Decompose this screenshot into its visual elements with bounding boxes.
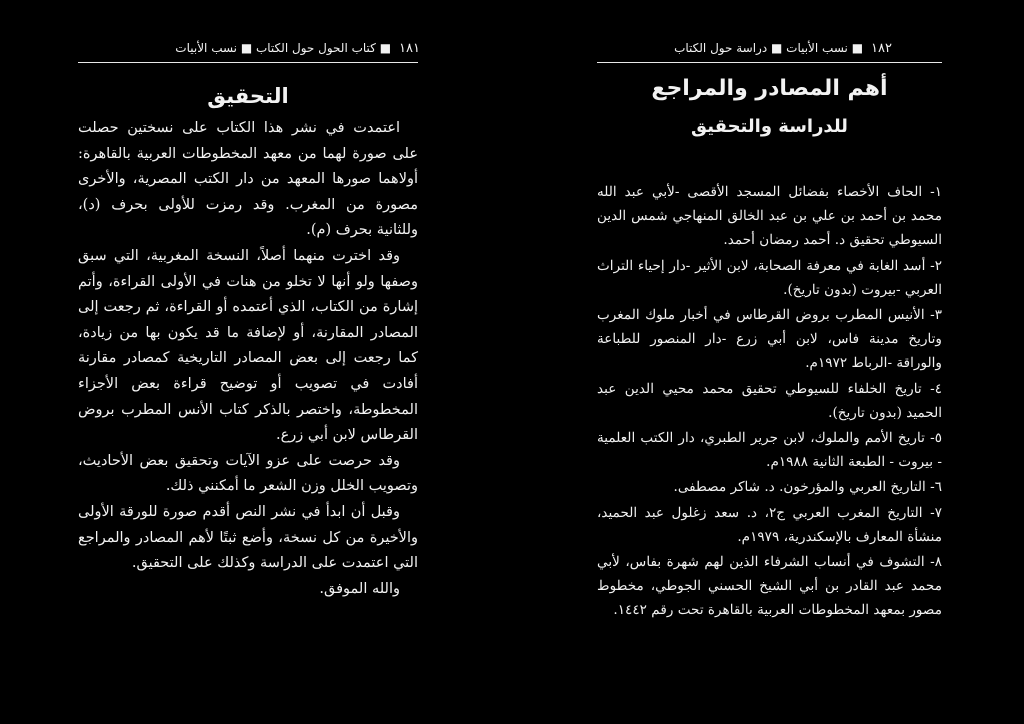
paragraph: وقد اخترت منهما أصلاً، النسخة المغربية، التي سبق وصفها ولو أنها لا تخلو من هنات في الأولى القراءة، وأتم إشارة من الكتاب، الذي أعتمده أو القراءة، ثم رجعت إلى المصادر المقارنة، أو لإضافة ما قد يكون بها من زيادة، كما رجعت إلى بعض المصادر التاريخية كمصادر مقارنة أفادت في تصويب أو توضيح قراءة بعض الأجزاء المخطوطة، واختصر بالذكر كتاب الأنس المطرب بروض القرطاس لابن أبي زرع. xyxy=(78,247,418,444)
reference-item: ٢- أسد الغابة في معرفة الصحابة، لابن الأثير -دار إحياء التراث العربي -بيروت (بدون تاريخ). xyxy=(597,257,942,298)
reference-item: ٨- التشوف في أنساب الشرفاء الذين لهم شهرة بفاس، لأبي محمد عبد القادر بن أبي الشيخ الحسني الجوطي، مخطوط مصور بمعهد المخطوطات العربية بالقاهرة تحت رقم ١٤٤٢. xyxy=(597,554,942,619)
reference-item: ٧- التاريخ المغرب العربي ج٢، د. سعد زغلول عبد الحميد، منشأة المعارف بالإسكندرية، ١٩٧٩م. xyxy=(597,504,942,545)
section-subtitle: للدراسة والتحقيق xyxy=(691,116,848,137)
running-head-text: ■ كتاب الحول حول الكتاب ■ نسب الأبيات xyxy=(175,41,392,55)
running-head xyxy=(592,38,892,58)
running-head-text: ■ نسب الأبيات ■ دراسة حول الكتاب xyxy=(674,41,864,55)
page-number: ١٨٢ xyxy=(871,40,892,56)
page-number: ١٨١ xyxy=(399,40,420,56)
header-rule xyxy=(597,62,942,63)
section-title: التحقيق xyxy=(207,84,289,108)
paragraph: اعتمدت في نشر هذا الكتاب على نسختين حصلت على صورة لهما من معهد المخطوطات العربية بالقاهرة: أولاهما صورها المعهد من دار الكتب المصرية، والأخرى مصورة من المغرب. وقد رمزت للأولى بحرف (د)، وللثانية بحرف (م). xyxy=(78,120,418,239)
paragraph: وقبل أن ابدأ في نشر النص أقدم صورة للورقة الأولى والأخيرة من كل نسخة، وأضع ثبتًا لأهم المصادر والمراجع التي اعتمدت على الدراسة وكذلك على التحقيق. xyxy=(78,503,418,572)
right-page xyxy=(512,0,1024,724)
reference-item: ٤- تاريخ الخلفاء للسيوطي تحقيق محمد محيي الدين عبد الحميد (بدون تاريخ). xyxy=(597,380,942,421)
paragraph: وقد حرصت على عزو الآيات وتحقيق بعض الأحاديث، وتصويب الخلل وزن الشعر ما أمكنني ذلك. xyxy=(78,452,418,495)
body-text xyxy=(78,116,418,602)
running-head xyxy=(140,38,420,58)
reference-item: ١- الحاف الأخصاء بفضائل المسجد الأقصى -لأبي عبد الله محمد بن أحمد بن علي بن عبد الخالق المنهاجي شمس الدين السيوطي تحقيق د. أحمد رمضان أحمد. xyxy=(597,184,942,249)
reference-item: ٦- التاريخ العربي والمؤرخون. د. شاكر مصطفى. xyxy=(673,479,942,496)
reference-item: ٣- الأنيس المطرب بروض القرطاس في أخبار ملوك المغرب وتاريخ مدينة فاس، لابن أبي زرع -دار المنصور للطباعة والوراقة -الرباط ١٩٧٢م. xyxy=(597,307,942,372)
paragraph: والله الموفق. xyxy=(319,580,400,597)
reference-item: ٥- تاريخ الأمم والملوك، لابن جرير الطبري، دار الكتب العلمية - بيروت - الطبعة الثانية ١٩٨٨م. xyxy=(597,430,942,471)
reference-list xyxy=(597,180,942,624)
header-rule xyxy=(78,62,418,63)
section-title: أهم المصادر والمراجع xyxy=(651,76,888,101)
